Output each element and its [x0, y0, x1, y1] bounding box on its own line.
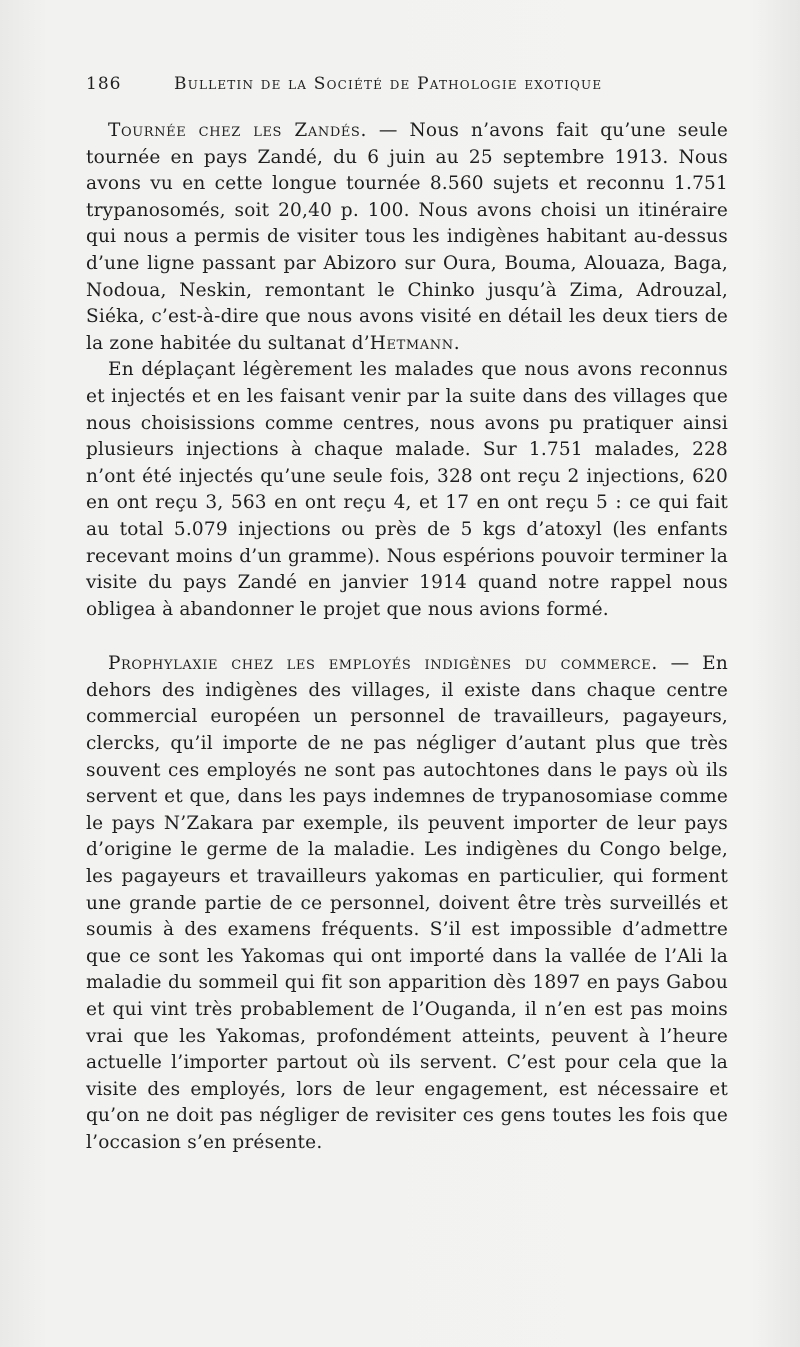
paragraph-text: — En dehors des indigènes des villages, il existe dans chaque centre commercial européen un personnel de travailleurs, pagayeurs, clercks, qu’il importe de ne pas négliger d’autant plus que très souvent ces employés ne sont pas autochtones dans le pays où ils servent et que, dans les pays indemnes de trypanosomiase comme le pays N’Zakara par exemple, ils peuvent importer de leur pays d’origine le germe de la maladie. Les indigènes du Congo belge, les pagayeurs et travailleurs yakomas en particulier, qui forment une grande partie de ce personnel, doivent être très surveillés et soumis à des examens fréquents. S’il est impossible d’admettre que ce sont les Yakomas qui ont importé dans la vallée de l’Ali la maladie du sommeil qui fit son apparition dès 1897 en pays Gabou et qui vint très probablement de l’Ouganda, il n’en est pas moins vrai que les Yakomas, profondément atteints, peuvent à l’heure actuelle l’importer partout où ils servent. C’est pour cela que la visite des employés, lors de leur engagement, est nécessaire et qu’on ne doit pas négliger de revisiter ces gens toutes les fois que l’occasion s’en présente. — [86, 653, 728, 1153]
body-text — [86, 118, 728, 1157]
paragraph-injections: En déplaçant légèrement les malades que nous avons reconnus et injectés et en les faisant venir par la suite dans des villages que nous choisissions comme centres, nous avons pu pratiquer ainsi plusieurs injections à chaque malade. Sur 1.751 malades, 228 n’ont été injectés qu’une seule fois, 328 ont reçu 2 injections, 620 en ont reçu 3, 563 en ont reçu 4, et 17 en ont reçu 5 : ce qui fait au total 5.079 injections ou près de 5 kgs d’atoxyl (les enfants recevant moins d’un gramme). Nous espérions pouvoir terminer la visite du pays Zandé en janvier 1914 quand notre rappel nous obligea à abandonner le projet que nous avions formé. — [86, 359, 728, 620]
paragraph-text: — Nous n’avons fait qu’une seule tournée en pays Zandé, du 6 juin au 25 septembre 1913. Nous avons vu en cette longue tournée 8.560 sujets et reconnu 1.751 trypanosomés, soit 20,40 p. 100. Nous avons choisi un itinéraire qui nous a permis de visiter tous les indigènes habitant au-dessus d’une ligne passant par Abizoro sur Oura, Bouma, Alouaza, Baga, Nodoua, Neskin, remontant le Chinko jusqu’à Zima, Adrouzal, Siéka, c’est-à-dire que nous avons visité en détail les deux tiers de la zone habitée du sultanat d’ — [86, 120, 728, 354]
person-name: Hetmann — [369, 332, 454, 354]
paragraph-zande-tour — [86, 118, 728, 357]
page-number: 186 — [86, 74, 122, 94]
running-title: Bulletin de la Société de Pathologie exotique — [174, 74, 603, 94]
running-header — [86, 74, 726, 94]
paragraph-prophylaxie — [86, 651, 728, 1156]
section-heading-prophylaxie: Prophylaxie chez les employés indigènes du commerce. — [108, 653, 658, 675]
section-heading-zande: Tournée chez les Zandés. — [108, 120, 367, 141]
paragraph-text-end: . — [453, 332, 460, 354]
